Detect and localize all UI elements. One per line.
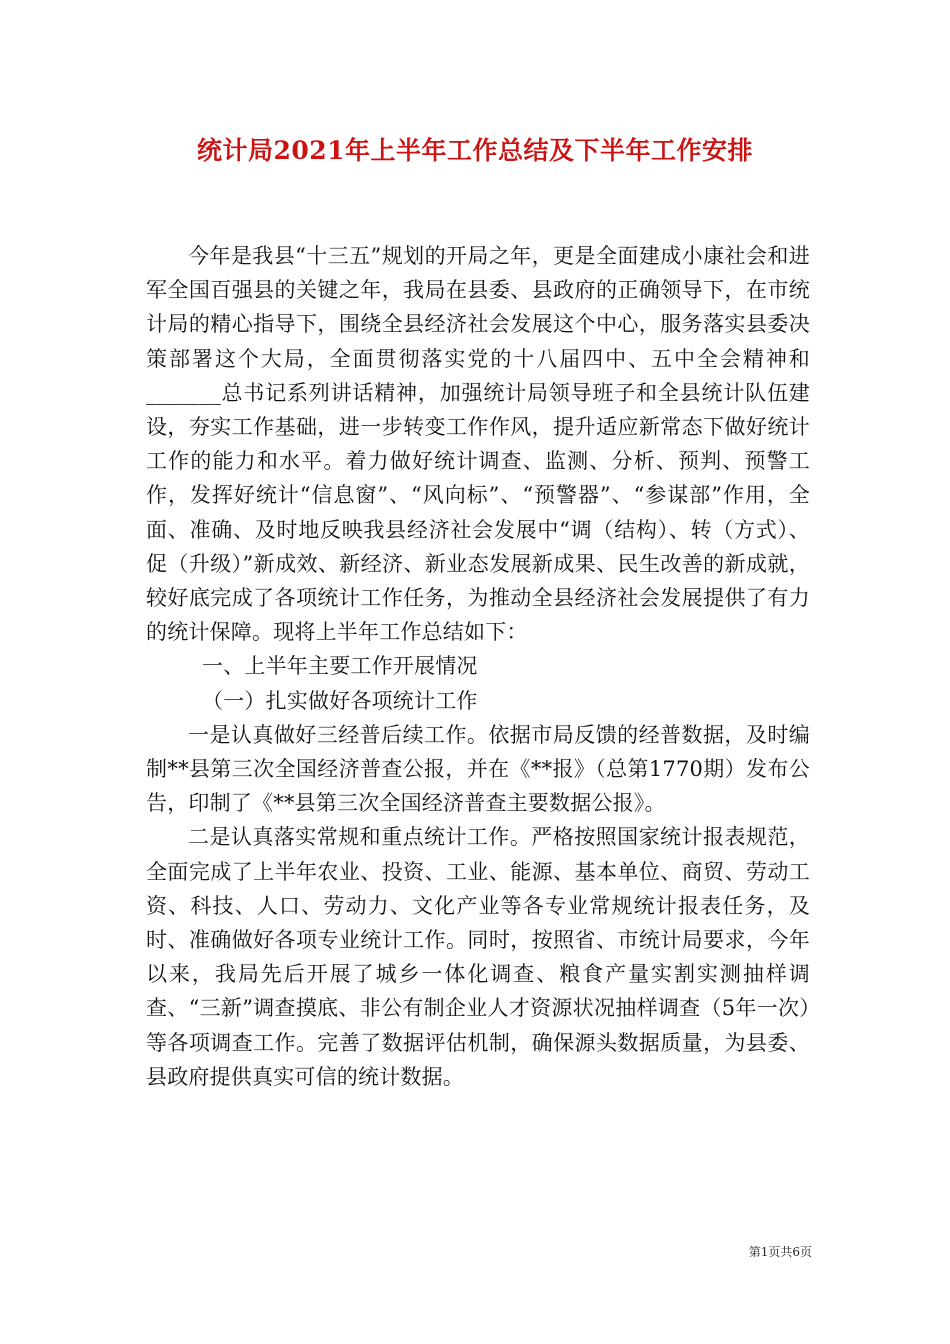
body-paragraph-2: 二是认真落实常规和重点统计工作。严格按照国家统计报表规范，全面完成了上半年农业、投资、工业、能源、基本单位、商贸、劳动工资、科技、人口、劳动力、文化产业等各专业常规统计报表任务，及时、准确做好各项专业统计工作。同时，按照省、市统计局要求，今年以来，我局先后开展了城乡一体化调查、粮食产量实割实测抽样调查、“三新”调查摸底、非公有制企业人才资源状况抽样调查（5年一次）等各项调查工作。完善了数据评估机制，确保源头数据质量，为县委、县政府提供真实可信的统计数据。: [146, 825, 810, 1089]
document-title: 统计局2021年上半年工作总结及下半年工作安排: [196, 136, 754, 165]
document-body: [146, 239, 810, 1094]
intro-paragraph: 今年是我县“十三五”规划的开局之年，更是全面建成小康社会和进军全国百强县的关键之年，我局在县委、县政府的正确领导下，在市统计局的精心指导下，围绕全县经济社会发展这个中心，服务落实县委决策部署这个大局，全面贯彻落实党的十八届四中、五中全会精神和_______总书记系列讲话精神，加强统计局领导班子和全县统计队伍建设，夯实工作基础，进一步转变工作作风，提升适应新常态下做好统计工作的能力和水平。着力做好统计调查、监测、分析、预判、预警工作，发挥好统计“信息窗”、“风向标”、“预警器”、“参谋部”作用，全面、准确、及时地反映我县经济社会发展中“调（结构）、转（方式）、促（升级）”新成效、新经济、新业态发展新成果、民生改善的新成就，较好底完成了各项统计工作任务，为推动全县经济社会发展提供了有力的统计保障。现将上半年工作总结如下：: [146, 244, 810, 645]
body-paragraph-1: 一是认真做好三经普后续工作。依据市局反馈的经普数据，及时编制**县第三次全国经济普查公报，并在《**报》（总第1770期）发布公告，印制了《**县第三次全国经济普查主要数据公报》。: [146, 722, 810, 816]
section-heading-1: 一、上半年主要工作开展情况: [202, 654, 478, 679]
page-number: 第1页共6页: [748, 1245, 812, 1259]
subsection-heading-1: （一）扎实做好各项统计工作: [202, 688, 478, 713]
